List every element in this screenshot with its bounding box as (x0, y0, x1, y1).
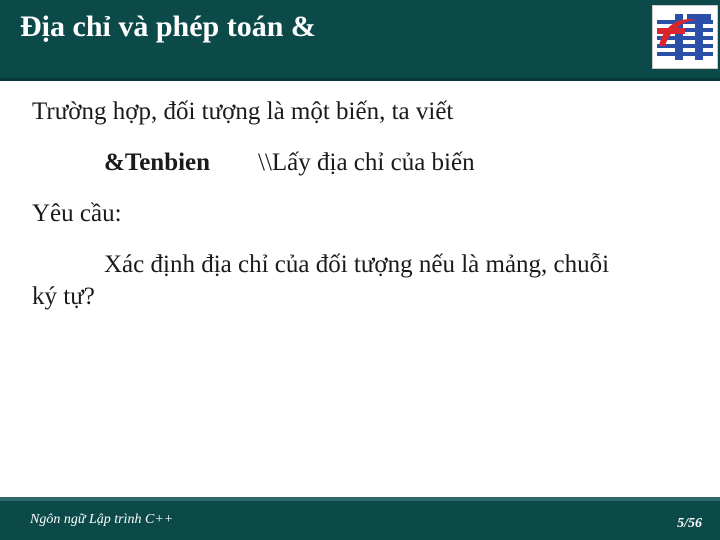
slide-title: Địa chỉ và phép toán & (20, 10, 316, 43)
body-line-5: ký tự? (32, 283, 95, 310)
body-line-1: Trường hợp, đối tượng là một biến, ta viết (32, 98, 454, 125)
page-number: 5/56 (677, 516, 702, 531)
course-name: Ngôn ngữ Lập trình C++ (30, 512, 174, 527)
code-comment: \\Lấy địa chỉ của biến (258, 149, 475, 176)
body-line-4: Xác định địa chỉ của đối tượng nếu là mảng, chuỗi (104, 251, 610, 278)
slide-footer (0, 497, 720, 540)
code-expression: &Tenbien (104, 149, 211, 176)
slide-header (0, 0, 720, 81)
body-line-3: Yêu cầu: (32, 200, 122, 227)
university-logo-icon (652, 5, 718, 69)
